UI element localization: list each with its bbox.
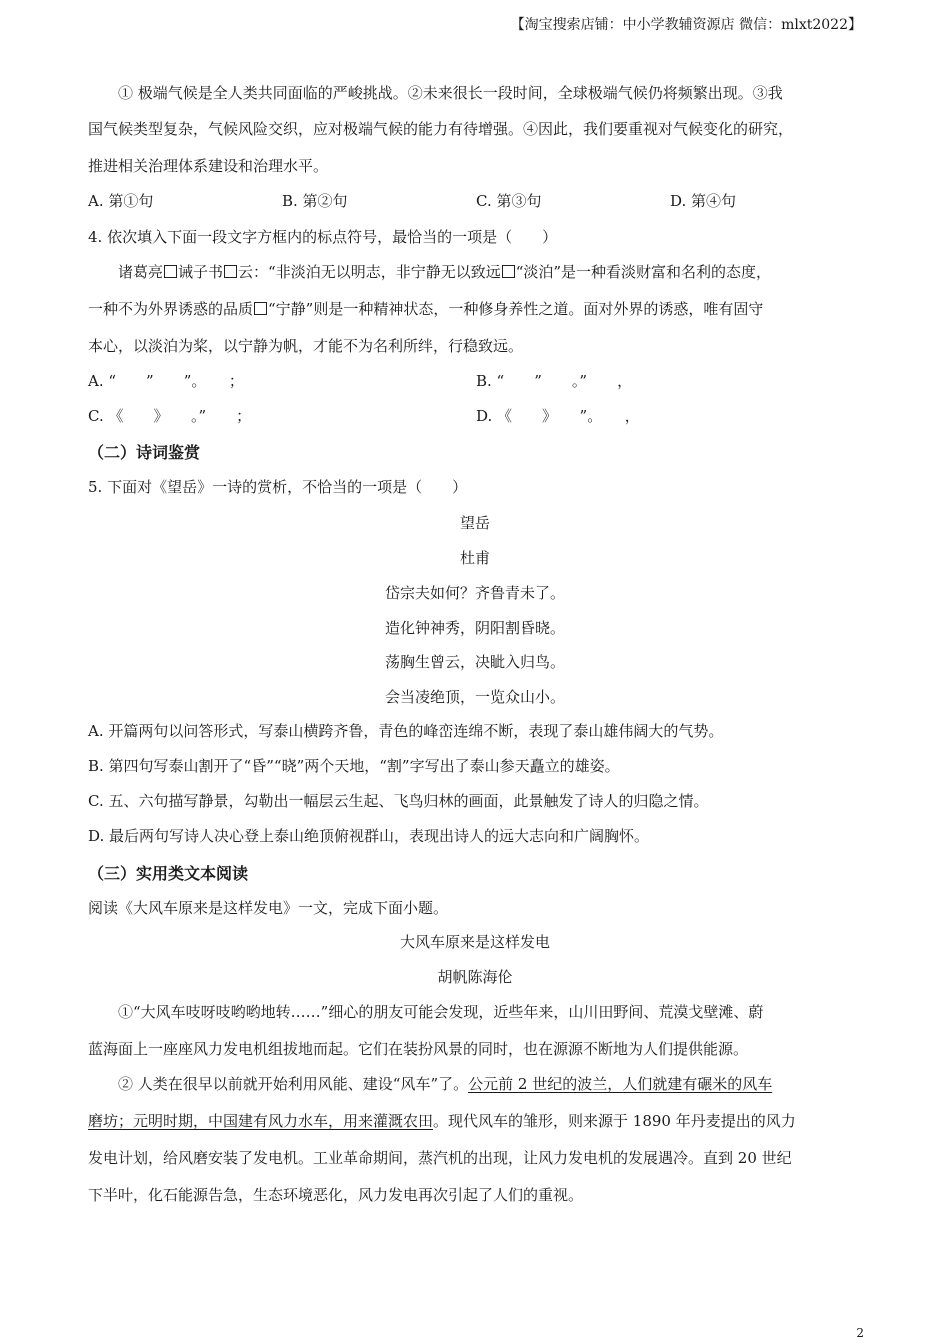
blank-box-2	[224, 265, 237, 278]
poem-line-1: 岱宗夫如何？齐鲁青未了。	[384, 584, 565, 602]
article-author: 胡帆陈海伦	[437, 968, 513, 986]
q4-p2-seg-a: 一种不为外界诱惑的品质	[88, 300, 254, 318]
poem-line-2: 造化钟神秀，阴阳割昏晓。	[384, 619, 565, 637]
q5-option-c: C. 五、六句描写静景，勾勒出一幅层云生起、飞鸟归林的画面，此景触发了诗人的归隐之情。	[88, 792, 709, 810]
q4-stem: 4. 依次填入下面一段文字方框内的标点符号，最恰当的一项是（ ）	[88, 228, 558, 246]
blank-box-3	[502, 265, 515, 278]
blank-box-1	[164, 265, 177, 278]
q4-p1-seg-c: 云：“非淡泊无以明志，非宁静无以致远	[238, 263, 501, 281]
poem-author: 杜甫	[459, 549, 490, 567]
page-number: 2	[856, 1326, 864, 1340]
q3-option-b: B. 第②句	[282, 192, 348, 210]
article-p2-line-3: 发电计划，给风磨安装了发电机。工业革命期间，蒸汽机的出现，让风力发电机的发展遇冷。直到 20 世纪	[88, 1149, 792, 1167]
p2-l1-underlined: 公元前 2 世纪的波兰，人们就建有碾米的风车	[468, 1075, 773, 1093]
q4-passage-line-1	[118, 261, 771, 282]
q3-option-c: C. 第③句	[476, 192, 542, 210]
q4-passage-line-3: 本心，以淡泊为桨，以宁静为帆，才能不为名利所绊，行稳致远。	[88, 337, 524, 355]
q3-line-3: 推进相关治理体系建设和治理水平。	[88, 157, 329, 175]
q4-p2-seg-b: “宁静”则是一种精神状态，一种修身养性之道。面对外界的诱惑，唯有固守	[268, 300, 764, 318]
article-p1-line-2: 蓝海面上一座座风力发电机组拔地而起。它们在装扮风景的同时，也在源源不断地为人们提供能源。	[88, 1040, 749, 1058]
article-title: 大风车原来是这样发电	[399, 933, 550, 951]
q3-line-2: 国气候类型复杂，气候风险交织，应对极端气候的能力有待增强。④因此，我们要重视对气候变化的研究，	[88, 120, 794, 138]
q4-option-d: D. 《 》 ”。 ，	[476, 407, 640, 425]
poem-line-3: 荡胸生曾云，决眦入归鸟。	[384, 653, 565, 671]
q3-option-a: A. 第①句	[88, 192, 154, 210]
article-p2-line-4: 下半叶，化石能源告急，生态环境恶化，风力发电再次引起了人们的重视。	[88, 1186, 584, 1204]
q3-line-1: ① 极端气候是全人类共同面临的严峻挑战。②未来很长一段时间，全球极端气候仍将频繁出现。③我	[118, 84, 783, 102]
p2-l1-plain: ② 人类在很早以前就开始利用风能、建设“风车”了。	[118, 1075, 469, 1093]
blank-box-4	[254, 302, 267, 315]
p2-l2-plain: 。现代风车的雏形，则来源于 1890 年丹麦提出的风力	[433, 1112, 796, 1130]
q5-option-d: D. 最后两句写诗人决心登上泰山绝顶俯视群山，表现出诗人的远大志向和广阔胸怀。	[88, 827, 650, 845]
article-p1-line-1: ①“大风车吱呀吱哟哟地转……”细心的朋友可能会发现，近些年来，山川田野间、荒漠戈壁滩、蔚	[118, 1003, 764, 1021]
q4-p1-seg-b: 诫子书	[178, 263, 224, 281]
q4-option-b: B. “ ” 。” ，	[476, 372, 633, 390]
article-p2-line-1	[118, 1073, 772, 1094]
poem-line-4: 会当凌绝顶，一览众山小。	[384, 688, 565, 706]
poem-title: 望岳	[459, 514, 490, 532]
section-heading-poetry: （二）诗词鉴赏	[88, 443, 201, 462]
q5-option-b: B. 第四句写泰山割开了“昏”“晓”两个天地，“割”字写出了泰山参天矗立的雄姿。	[88, 757, 620, 775]
header-note: 【淘宝搜索店铺：中小学教辅资源店 微信：mlxt2022】	[510, 17, 862, 33]
reading-intro: 阅读《大风车原来是这样发电》一文，完成下面小题。	[88, 899, 449, 917]
q5-option-a: A. 开篇两句以问答形式，写泰山横跨齐鲁，青色的峰峦连绵不断，表现了泰山雄伟阔大的气势。	[88, 722, 724, 740]
section-heading-practical-reading: （三）实用类文本阅读	[88, 864, 249, 883]
q3-option-d: D. 第④句	[670, 192, 737, 210]
article-p2-line-2	[88, 1110, 796, 1131]
p2-l2-underlined: 磨坊；元明时期，中国建有风力水车，用来灌溉农田	[88, 1112, 434, 1130]
q4-option-a: A. “ ” ”。 ；	[88, 372, 244, 390]
q4-passage-line-2	[88, 298, 763, 319]
q4-p1-seg-a: 诸葛亮	[118, 263, 164, 281]
q5-stem: 5. 下面对《望岳》一诗的赏析，不恰当的一项是（ ）	[88, 478, 468, 496]
q4-p1-seg-d: “淡泊”是一种看淡财富和名利的态度，	[515, 263, 772, 281]
q4-option-c: C. 《 》 。” ；	[88, 407, 252, 425]
